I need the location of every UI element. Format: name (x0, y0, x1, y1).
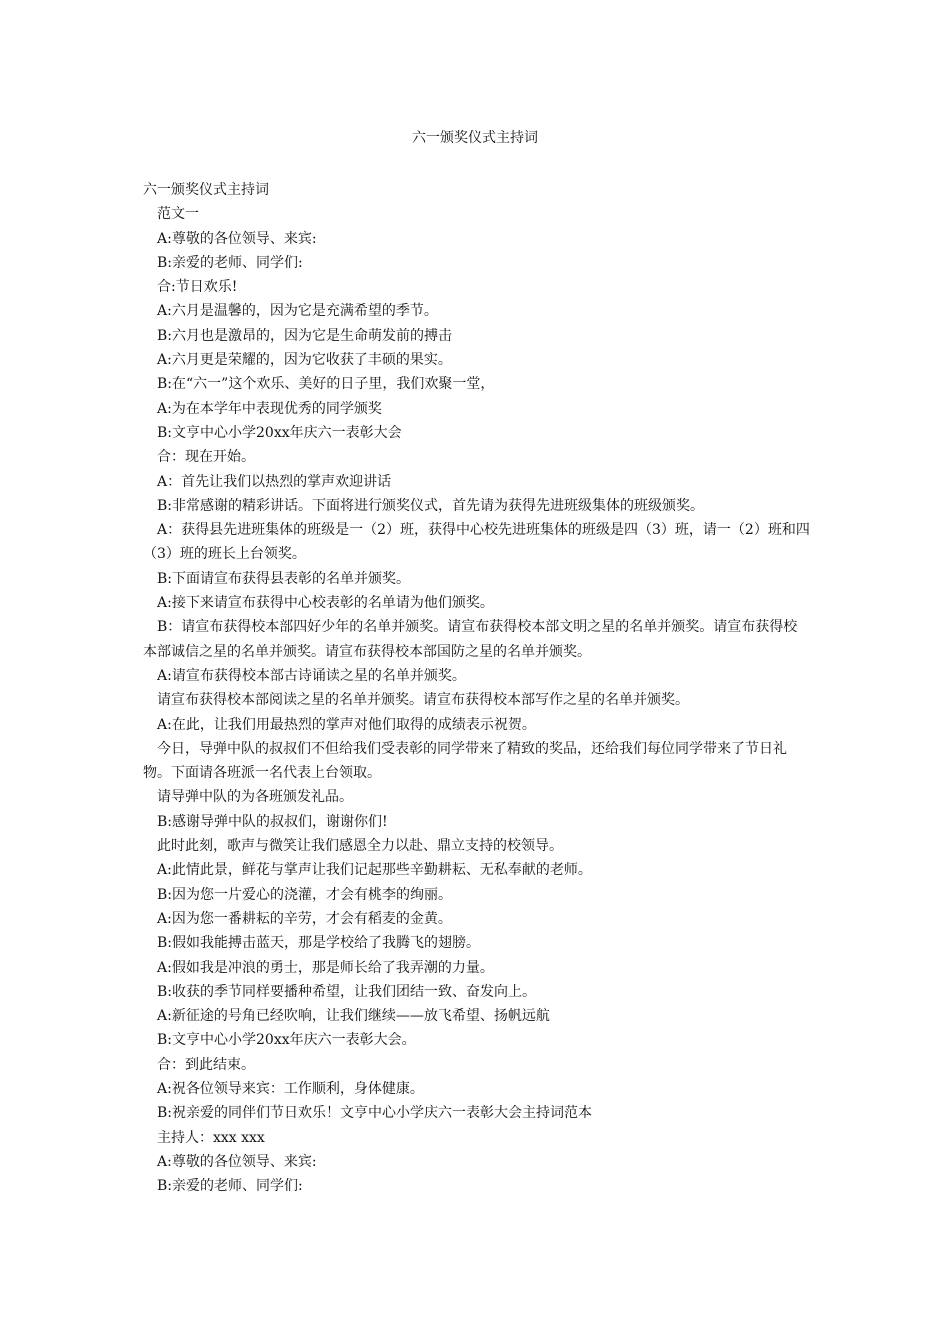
paragraph-line: A:新征途的号角已经吹响，让我们继续——放飞希望、扬帆远航 (157, 1008, 550, 1025)
paragraph-line: 六一颁奖仪式主持词 (143, 182, 269, 198)
paragraph-line: A:为在本学年中表现优秀的同学颁奖 (157, 400, 382, 417)
paragraph-line: A:在此，让我们用最热烈的掌声对他们取得的成绩表示祝贺。 (157, 716, 536, 733)
paragraph-line: A：首先让我们以热烈的掌声欢迎讲话 (157, 473, 392, 490)
paragraph-line: B:亲爱的老师、同学们: (157, 1178, 303, 1195)
paragraph-line: 主持人：xxx xxx (157, 1129, 265, 1146)
paragraph-line: A:请宣布获得校本部古诗诵读之星的名单并颁奖。 (157, 667, 466, 684)
paragraph-line: B：请宣布获得校本部四好少年的名单并颁奖。请宣布获得校本部文明之星的名单并颁奖。请宣布获得校本部诚信之星的名单并颁奖。请宣布获得校本部国防之星的名单并颁奖。 (143, 619, 798, 660)
paragraph-line: B:祝亲爱的同伴们节日欢乐！文亨中心小学庆六一表彰大会主持词范本 (157, 1105, 593, 1122)
paragraph-line: 合:节日欢乐! (157, 279, 238, 296)
paragraph-line: B:假如我能搏击蓝天，那是学校给了我腾飞的翅膀。 (157, 935, 481, 952)
document-title: 六一颁奖仪式主持词 (412, 130, 538, 146)
paragraph-line: 请导弹中队的为各班颁发礼品。 (157, 789, 353, 806)
paragraph-line: 范文一 (157, 206, 199, 223)
paragraph-line: 此时此刻，歌声与微笑让我们感恩全力以赴、鼎立支持的校领导。 (157, 838, 563, 855)
paragraph-line: 请宣布获得校本部阅读之星的名单并颁奖。请宣布获得校本部写作之星的名单并颁奖。 (157, 692, 689, 709)
paragraph-line: A:接下来请宣布获得中心校表彰的名单请为他们颁奖。 (157, 595, 494, 612)
paragraph-line: B:在“六一”这个欢乐、美好的日子里，我们欢聚一堂， (157, 376, 495, 393)
paragraph-line: A:此情此景，鲜花与掌声让我们记起那些辛勤耕耘、无私奉献的老师。 (157, 862, 592, 879)
paragraph-line: B:亲爱的老师、同学们: (157, 254, 303, 271)
paragraph-line: B:收获的季节同样要播种希望，让我们团结一致、奋发向上。 (157, 983, 537, 1000)
paragraph-line: B:文亨中心小学20xx年庆六一表彰大会 (157, 424, 402, 441)
paragraph-line: 今日，导弹中队的叔叔们不但给我们受表彰的同学带来了精致的奖品，还给我们每位同学带来了节日礼物。下面请各班派一名代表上台领取。 (143, 740, 787, 782)
paragraph-line: A:因为您一番耕耘的辛劳，才会有稻麦的金黄。 (157, 910, 452, 927)
document-body (143, 178, 810, 1198)
paragraph-line: B:文亨中心小学20xx年庆六一表彰大会。 (157, 1032, 416, 1049)
paragraph-line: A:假如我是冲浪的勇士，那是师长给了我弄潮的力量。 (157, 959, 494, 976)
paragraph-line: B:因为您一片爱心的浇灌，才会有桃李的绚丽。 (157, 886, 453, 903)
paragraph-line: 合：现在开始。 (157, 449, 255, 466)
paragraph-line: A:六月更是荣耀的，因为它收获了丰硕的果实。 (157, 352, 452, 369)
paragraph-line: B:感谢导弹中队的叔叔们，谢谢你们! (157, 813, 388, 830)
paragraph-line: B:下面请宣布获得县表彰的名单并颁奖。 (157, 570, 411, 587)
paragraph-line: A:六月是温馨的，因为它是充满希望的季节。 (157, 303, 438, 320)
paragraph-line: A:尊敬的各位领导、来宾: (157, 230, 317, 247)
paragraph-line: B:六月也是激昂的，因为它是生命萌发前的搏击 (157, 327, 453, 344)
paragraph-line: 合：到此结束。 (157, 1056, 255, 1073)
paragraph-line: B:非常感谢的精彩讲话。下面将进行颁奖仪式，首先请为获得先进班级集体的班级颁奖。 (157, 497, 705, 514)
paragraph-line: A：获得县先进班集体的班级是一（2）班，获得中心校先进班集体的班级是四（3）班，请一（2）班和四（3）班的班长上台领奖。 (143, 522, 810, 563)
paragraph-line: A:尊敬的各位领导、来宾: (157, 1153, 317, 1170)
paragraph-line: A:祝各位领导来宾：工作顺利，身体健康。 (157, 1080, 424, 1097)
